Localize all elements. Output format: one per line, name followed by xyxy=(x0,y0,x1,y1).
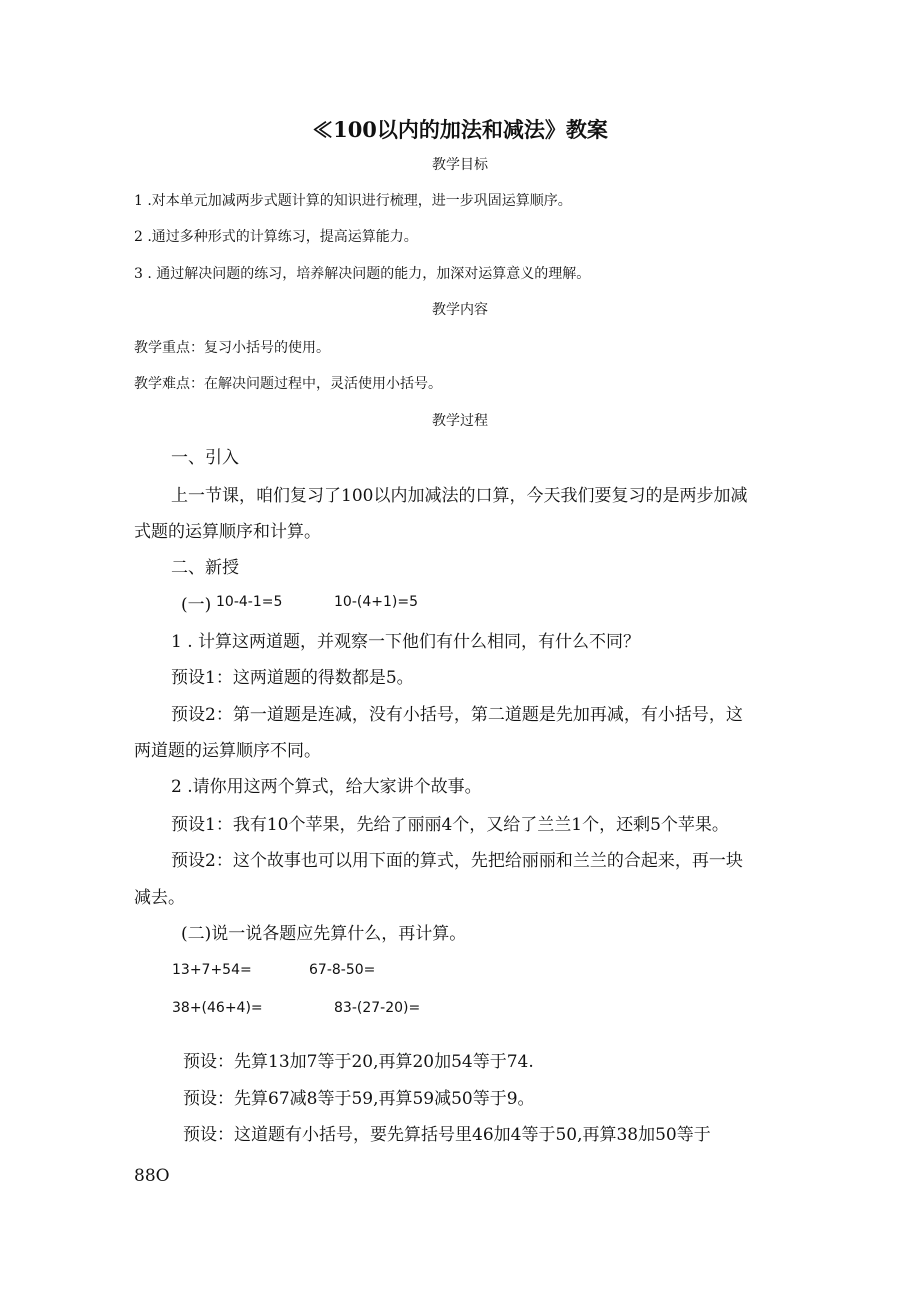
question-2-answer-2-line-2: 减去。 xyxy=(134,888,185,908)
question-1: 1 . 计算这两道题，并观察一下他们有什么相同，有什么不同？ xyxy=(171,632,641,652)
part-one-equation-2: 10-(4+1)=5 xyxy=(334,594,418,610)
part-one-equation-1: 10-4-1=5 xyxy=(216,594,283,610)
section-heading-process: 教学过程 xyxy=(432,413,488,429)
equation-row-1-a: 13+7+54= xyxy=(172,962,252,978)
section-heading-objectives: 教学目标 xyxy=(432,157,488,173)
document-title: ≪100以内的加法和减法》教案 xyxy=(312,117,608,142)
question-2-answer-2-line-1: 预设2：这个故事也可以用下面的算式，先把给丽丽和兰兰的合起来，再一块 xyxy=(171,851,743,871)
equation-row-1-b: 67-8-50= xyxy=(309,962,376,978)
question-1-answer-2-line-1: 预设2：第一道题是连减，没有小括号，第二道题是先加再减，有小括号，这 xyxy=(171,705,743,725)
question-1-answer-1: 预设1：这两道题的得数都是5。 xyxy=(171,668,414,688)
intro-paragraph-line-2: 式题的运算顺序和计算。 xyxy=(134,522,321,542)
part-one-label: (一) xyxy=(181,595,212,615)
objective-item-2: 2 .通过多种形式的计算练习，提高运算能力。 xyxy=(134,229,418,245)
difficulty-point: 教学难点：在解决问题过程中，灵活使用小括号。 xyxy=(134,376,442,392)
objective-item-3: 3 . 通过解决问题的练习，培养解决问题的能力，加深对运算意义的理解。 xyxy=(134,266,591,282)
question-2: 2 .请你用这两个算式，给大家讲个故事。 xyxy=(171,777,482,797)
intro-paragraph-line-1: 上一节课，咱们复习了100以内加减法的口算，今天我们要复习的是两步加减 xyxy=(171,486,748,506)
part-two-heading: (二)说一说各题应先算什么，再计算。 xyxy=(181,924,467,944)
equation-row-2-b: 83-(27-20)= xyxy=(334,1000,421,1016)
answer-3: 预设：这道题有小括号，要先算括号里46加4等于50,再算38加50等于 xyxy=(183,1125,711,1145)
new-lesson-heading: 二、新授 xyxy=(171,558,239,578)
question-2-answer-1: 预设1：我有10个苹果，先给了丽丽4个，又给了兰兰1个，还剩5个苹果。 xyxy=(171,815,729,835)
answer-3-continued: 88O xyxy=(134,1166,170,1186)
objective-item-1: 1 .对本单元加减两步式题计算的知识进行梳理，进一步巩固运算顺序。 xyxy=(134,193,572,209)
intro-heading: 一、引入 xyxy=(171,448,239,468)
section-heading-content: 教学内容 xyxy=(432,302,488,318)
answer-1: 预设：先算13加7等于20,再算20加54等于74. xyxy=(183,1052,534,1072)
answer-2: 预设：先算67减8等于59,再算59减50等于9。 xyxy=(183,1089,535,1109)
equation-row-2-a: 38+(46+4)= xyxy=(172,1000,263,1016)
key-point: 教学重点：复习小括号的使用。 xyxy=(134,340,330,356)
question-1-answer-2-line-2: 两道题的运算顺序不同。 xyxy=(134,741,321,761)
